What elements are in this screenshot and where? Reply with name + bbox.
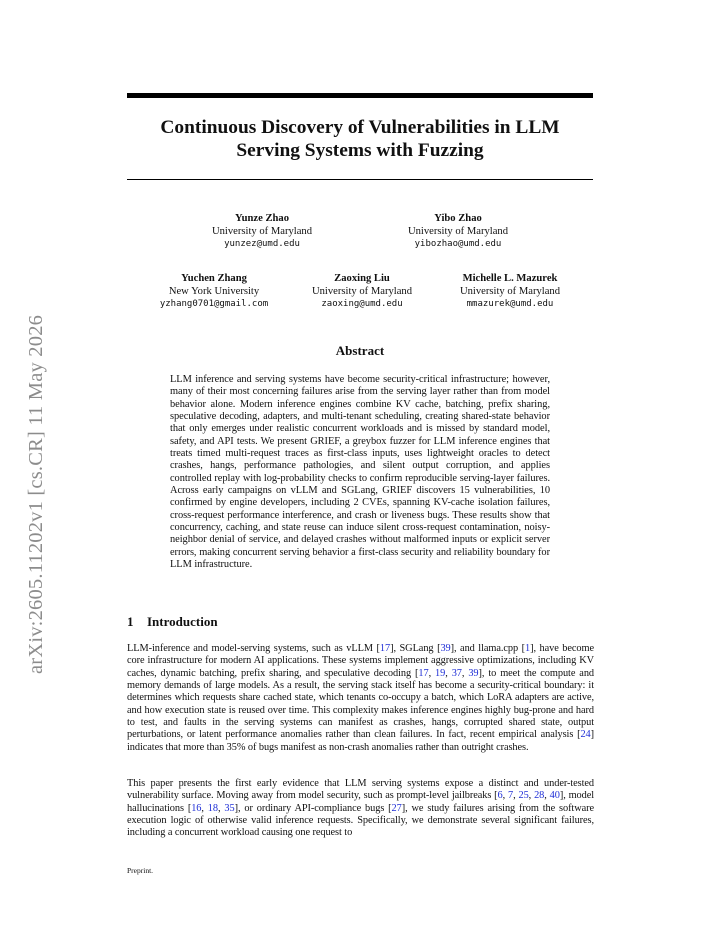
citation-link[interactable]: 6: [497, 790, 503, 802]
citation-link[interactable]: 39: [440, 643, 451, 654]
citation-link[interactable]: 16: [191, 802, 202, 814]
title-bottom-rule: [127, 179, 593, 180]
intro-paragraph-1: LLM-inference and model-serving systems, such as vLLM [17], SGLang [39], and llama.cpp [1], have become core infrastructure for modern AI applications. These systems implement aggressive optimizations, including KV caches, dynamic batching, prefix sharing, and speculative decoding [17, 19, 37, 39], to meet the compute and memory demands of large models. As a result, the serving stack itself has become a security-critical boundary: it determines which requests share cached state, which tenants co-occupy a batch, which LoRA adapters are active, and how execution state is reused over time. This complexity makes inference engines highly bug-prone and hard to test, and faults in the serving systems can manifest as crashes, hangs, corrupted shared state, output perturbations, or latent performance anomalies rather than clean failures. In fact, recent empirical analysis [24] indicates that more than 35% of bugs manifest as non-crash anomalies rather than outright crashes.: [127, 643, 594, 753]
citation-link[interactable]: 28: [534, 790, 545, 802]
abstract-text: LLM inference and serving systems have become security-critical infrastructure; however, many of their most concerning failures arise from the serving layer rather than from model behavior alone. Modern inference engines combine KV cache, batching, prefix sharing, speculative decoding, adapters, and multi-tenant scheduling, creating shared-state behavior that only emerges under realistic concurrent workloads and is missed by standard model, safety, and API tests. We present GRIEF, a greybox fuzzer for LLM inference engines that treats timed multi-request traces as first-class inputs, uses lightweight oracles to detect crashes, hangs, performance pathologies, and silent output corruption, and applies controlled replay with log-probability checks to confirm reproducible serving-layer failures. Across early campaigns on vLLM and SGLang, GRIEF discovers 15 vulnerabilities, 10 confirmed by engine developers, including 2 CVEs, spanning KV-cache isolation failures, cross-request performance interference, and crash or liveness bugs. These results show that concurrency, caching, and state reuse can induce silent cross-request contamination, noisy-neighbor denial of service, and delayed crashes without malformed inputs or explicit server errors, making concurrent serving behavior a first-class security and reliability boundary for LLM infrastructure.: [170, 374, 550, 571]
author-block: [446, 272, 574, 311]
footer-note: Preprint.: [127, 866, 154, 875]
citation-link[interactable]: 25: [518, 790, 529, 802]
citation-link[interactable]: 1: [525, 643, 531, 654]
section-title: Introduction: [147, 614, 218, 629]
arxiv-stamp-text: arXiv:2605.11202v1 [cs.CR] 11 May 2026: [25, 314, 47, 674]
citation-link[interactable]: 35: [224, 802, 235, 814]
intro-paragraph-2: This paper presents the first early evidence that LLM serving systems expose a distinct and under-tested vulnerability surface. Moving away from model security, such as prompt-level jailbreaks [6, 7, 25, 28, 40], model hallucinations [16, 18, 35], or ordinary API-compliance bugs [27], we study failures arising from the software execution logic of otherwise valid inference requests. Specifically, we demonstrate several significant failures, including a concurrent workload causing one request to: [127, 778, 595, 839]
citation-link[interactable]: 17: [418, 667, 429, 679]
citation-link[interactable]: 40: [549, 790, 560, 802]
author-name: Yunze Zhao: [234, 213, 290, 224]
author-affiliation: New York University: [168, 286, 260, 297]
citation-link[interactable]: 17: [379, 643, 391, 654]
author-block: [394, 212, 522, 251]
author-name: Zaoxing Liu: [334, 273, 390, 284]
author-block: [197, 212, 327, 251]
author-email: mmazurek@umd.edu: [466, 299, 554, 309]
author-name: Yuchen Zhang: [181, 273, 247, 284]
title-top-rule: [127, 93, 593, 98]
citation-link[interactable]: 18: [207, 802, 218, 814]
section-number: 1: [127, 614, 134, 629]
author-name: Yibo Zhao: [434, 213, 482, 224]
citation-link[interactable]: 37: [451, 667, 462, 679]
citation-link[interactable]: 7: [508, 790, 514, 802]
author-email: yibozhao@umd.edu: [414, 239, 502, 249]
citation-link[interactable]: 27: [391, 802, 402, 814]
author-affiliation: University of Maryland: [407, 226, 509, 237]
author-affiliation: University of Maryland: [311, 286, 413, 297]
arxiv-stamp: [21, 256, 51, 674]
author-block: [302, 272, 422, 311]
citation-link[interactable]: 19: [435, 667, 446, 679]
author-email: yzhang0701@gmail.com: [159, 299, 269, 309]
citation-link[interactable]: 39: [468, 667, 479, 679]
author-affiliation: University of Maryland: [459, 286, 561, 297]
abstract-heading: Abstract: [335, 343, 385, 358]
author-name: Michelle L. Mazurek: [462, 273, 558, 284]
paper-title: Continuous Discovery of Vulnerabilities in LLM Serving Systems with Fuzzing: [160, 117, 560, 161]
section-heading: [127, 614, 218, 630]
author-email: zaoxing@umd.edu: [321, 299, 403, 309]
author-email: yunzez@umd.edu: [224, 239, 300, 249]
author-affiliation: University of Maryland: [211, 226, 313, 237]
author-block: [148, 272, 280, 311]
citation-link[interactable]: 24: [580, 729, 591, 741]
